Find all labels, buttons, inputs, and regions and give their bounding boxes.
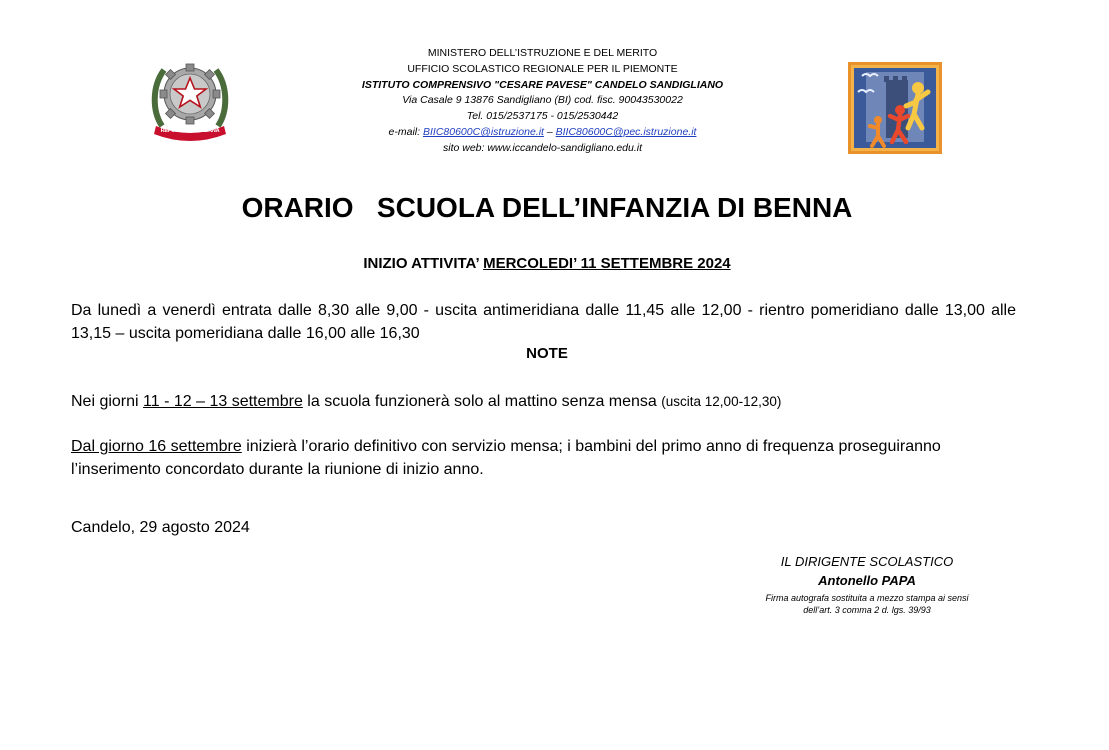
institute-email	[290, 125, 795, 141]
signature-role: IL DIRIGENTE SCOLASTICO	[780, 554, 954, 569]
notes-heading: NOTE	[526, 345, 568, 362]
signature-note-line-2: dell’art. 3 comma 2 d. lgs. 39/93	[803, 605, 931, 615]
institute-website: sito web: www.iccandelo-sandigliano.edu.it	[442, 141, 643, 154]
email-separator: –	[546, 125, 553, 138]
note-2-lead: Dal giorno 16 settembre	[71, 438, 242, 455]
signature-block	[742, 552, 992, 616]
schedule-paragraph: Da lunedì a venerdì entrata dalle 8,30 alle 9,00 - uscita antimeridiana dalle 11,45 alle 12,00 - rientro pomeridiano dalle 13,00 alle 13,15 – uscita pomeridiana dalle 16,00 alle 16,30	[71, 302, 1016, 342]
note-1-exit-time: (uscita 12,00-12,30)	[661, 394, 782, 409]
start-date: MERCOLEDI’ 11 SETTEMBRE 2024	[483, 255, 731, 272]
email-link-2[interactable]: BIIC80600C@pec.istruzione.it	[555, 125, 697, 138]
note-2-text: inizierà l’orario definitivo con servizio mensa; i bambini del primo anno di frequenza proseguiranno l’inserimento concordato durante la riunione di inizio anno.	[71, 438, 941, 478]
regional-office: UFFICIO SCOLASTICO REGIONALE PER IL PIEMONTE	[407, 62, 678, 75]
emblem-ring-text: REPUBBLICA ITALIANA	[160, 128, 220, 134]
signature-name: Antonello PAPA	[818, 573, 916, 588]
institute-address: Via Casale 9 13876 Sandigliano (BI) cod. fisc. 90043530022	[402, 94, 683, 107]
letterhead	[290, 46, 795, 157]
note-1-text: la scuola funzionerà solo al mattino senza mensa	[307, 393, 657, 410]
place-date: Candelo, 29 agosto 2024	[71, 519, 250, 536]
note-1-days: 11 - 12 – 13 settembre	[143, 393, 303, 410]
page-title: ORARIO SCUOLA DELL’INFANZIA DI BENNA	[241, 192, 853, 223]
email-link-1[interactable]: BIIC80600C@istruzione.it	[422, 125, 544, 138]
institute-name: ISTITUTO COMPRENSIVO "CESARE PAVESE" CANDELO SANDIGLIANO	[361, 78, 724, 91]
institute-phone: Tel. 015/2537175 - 015/2530442	[466, 110, 619, 123]
start-prefix: INIZIO ATTIVITA’	[363, 255, 479, 272]
signature-note-line-1: Firma autografa sostituita a mezzo stampa ai sensi	[765, 593, 969, 603]
note-first-days	[71, 390, 1016, 413]
note-definitive-schedule	[71, 435, 1016, 481]
note-1-prefix: Nei giorni	[71, 393, 139, 410]
ministry-name: MINISTERO DELL’ISTRUZIONE E DEL MERITO	[427, 47, 658, 59]
email-label: e-mail:	[388, 125, 421, 138]
school-logo-children-castle-icon	[848, 62, 942, 154]
start-date-line	[0, 255, 1094, 272]
